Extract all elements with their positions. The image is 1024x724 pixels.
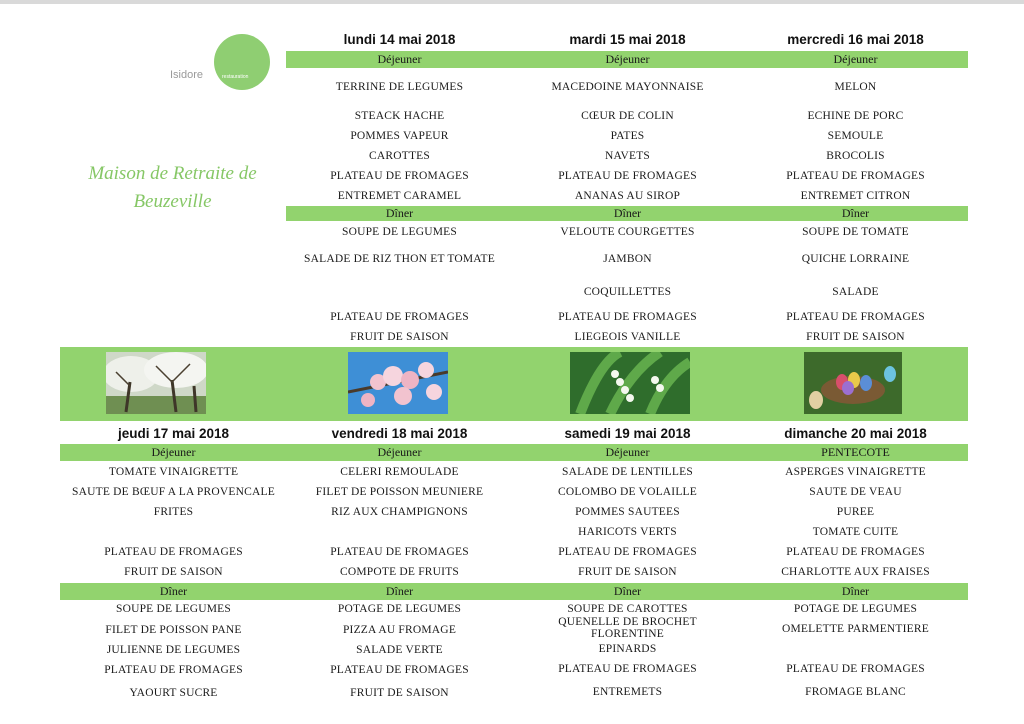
menu-item: SAUTE DE VEAU <box>809 486 902 498</box>
menu-item: POMMES VAPEUR <box>350 130 449 142</box>
menu-item: EPINARDS <box>598 643 657 655</box>
lunch-label: Déjeuner <box>605 445 650 459</box>
care-home-title <box>60 160 285 216</box>
orchard-photo <box>106 352 206 414</box>
menu-item: PLATEAU DE FROMAGES <box>330 311 469 323</box>
lunch-label: Déjeuner <box>377 445 422 459</box>
menu-item: FILET DE POISSON PANE <box>105 624 242 636</box>
menu-item: PLATEAU DE FROMAGES <box>558 546 697 558</box>
day-title: mardi 15 mai 2018 <box>569 32 686 47</box>
pentecost-label: PENTECOTE <box>821 445 890 459</box>
isidore-logo <box>214 34 270 90</box>
menu-item: TERRINE DE LEGUMES <box>335 81 464 93</box>
menu-item: FRUIT DE SAISON <box>124 566 223 578</box>
menu-item: PLATEAU DE FROMAGES <box>330 546 469 558</box>
menu-item: FRUIT DE SAISON <box>350 687 449 699</box>
menu-item: FROMAGE BLANC <box>805 686 906 698</box>
easter-eggs-nest-photo <box>804 352 902 414</box>
menu-item: SOUPE DE LEGUMES <box>115 603 231 615</box>
menu-item: NAVETS <box>604 150 651 162</box>
menu-item: PLATEAU DE FROMAGES <box>786 546 925 558</box>
menu-item: ENTREMET CARAMEL <box>337 190 462 202</box>
lunch-label: Déjeuner <box>605 52 650 66</box>
menu-item: ANANAS AU SIROP <box>574 190 681 202</box>
menu-item: JAMBON <box>603 253 652 265</box>
menu-item: COQUILLETTES <box>583 286 672 298</box>
menu-item: FLORENTINE <box>591 628 664 640</box>
dinner-label: Dîner <box>841 206 870 220</box>
top-border <box>0 0 1024 4</box>
menu-item: SOUPE DE CAROTTES <box>567 603 688 615</box>
dinner-label: Dîner <box>613 584 642 598</box>
menu-item: ENTREMET CITRON <box>800 190 911 202</box>
menu-item: LIEGEOIS VANILLE <box>574 331 681 343</box>
menu-item: SOUPE DE LEGUMES <box>341 226 457 238</box>
menu-item: RIZ AUX CHAMPIGNONS <box>331 506 468 518</box>
menu-item: PLATEAU DE FROMAGES <box>786 170 925 182</box>
menu-item: PLATEAU DE FROMAGES <box>104 546 243 558</box>
lunch-label: Déjeuner <box>151 445 196 459</box>
menu-item: TOMATE CUITE <box>812 526 899 538</box>
menu-item: JULIENNE DE LEGUMES <box>106 644 241 656</box>
menu-item: FRITES <box>153 506 194 518</box>
day-title: vendredi 18 mai 2018 <box>331 426 468 441</box>
menu-item: SALADE VERTE <box>356 644 443 656</box>
day-title: jeudi 17 mai 2018 <box>117 426 230 441</box>
dinner-label: Dîner <box>385 206 414 220</box>
logo-word: Isidore <box>170 69 204 81</box>
menu-item: OMELETTE PARMENTIERE <box>782 623 929 635</box>
menu-item: HARICOTS VERTS <box>578 526 677 538</box>
menu-item: COLOMBO DE VOLAILLE <box>557 486 698 498</box>
dinner-label: Dîner <box>385 584 414 598</box>
menu-item: FRUIT DE SAISON <box>350 331 449 343</box>
care-home-title-line1: Maison de Retraite de <box>88 163 257 184</box>
menu-item: PLATEAU DE FROMAGES <box>104 664 243 676</box>
menu-item: MELON <box>834 81 877 93</box>
dinner-label: Dîner <box>841 584 870 598</box>
menu-item: PLATEAU DE FROMAGES <box>330 664 469 676</box>
menu-item: ECHINE DE PORC <box>807 110 904 122</box>
lunch-label: Déjeuner <box>833 52 878 66</box>
menu-item: ENTREMETS <box>592 686 663 698</box>
dinner-label: Dîner <box>613 206 642 220</box>
menu-item: QUENELLE DE BROCHET <box>558 616 697 628</box>
dinner-label: Dîner <box>159 584 188 598</box>
menu-item: PATES <box>610 130 645 142</box>
care-home-title-line2: Beuzeville <box>133 191 212 212</box>
menu-item: COMPOTE DE FRUITS <box>339 566 460 578</box>
menu-item: SALADE DE RIZ THON ET TOMATE <box>304 253 495 265</box>
lily-of-the-valley-photo <box>570 352 690 414</box>
menu-item: FRUIT DE SAISON <box>806 331 905 343</box>
menu-item: FRUIT DE SAISON <box>578 566 677 578</box>
menu-item: QUICHE LORRAINE <box>801 253 910 265</box>
menu-item: PLATEAU DE FROMAGES <box>558 663 697 675</box>
menu-item: PIZZA AU FROMAGE <box>342 624 457 636</box>
menu-item: FILET DE POISSON MEUNIERE <box>315 486 484 498</box>
menu-item: PLATEAU DE FROMAGES <box>786 311 925 323</box>
menu-item: PLATEAU DE FROMAGES <box>558 311 697 323</box>
cherry-blossom-photo <box>348 352 448 414</box>
menu-item: MACEDOINE MAYONNAISE <box>551 81 704 93</box>
menu-item: PUREE <box>836 506 875 518</box>
menu-item: TOMATE VINAIGRETTE <box>108 466 239 478</box>
menu-item: SAUTE DE BŒUF A LA PROVENCALE <box>72 486 275 498</box>
menu-item: STEACK HACHE <box>354 110 445 122</box>
menu-item: SEMOULE <box>827 130 884 142</box>
menu-item: PLATEAU DE FROMAGES <box>786 663 925 675</box>
menu-item: SALADE <box>832 286 879 298</box>
menu-item: PLATEAU DE FROMAGES <box>330 170 469 182</box>
menu-item: CŒUR DE COLIN <box>581 110 674 122</box>
menu-item: YAOURT SUCRE <box>129 687 218 699</box>
day-title: dimanche 20 mai 2018 <box>784 426 927 441</box>
menu-item: SOUPE DE TOMATE <box>802 226 909 238</box>
day-title: samedi 19 mai 2018 <box>564 426 691 441</box>
lunch-label: Déjeuner <box>377 52 422 66</box>
menu-item: BROCOLIS <box>826 150 885 162</box>
menu-item: SALADE DE LENTILLES <box>562 466 693 478</box>
menu-item: CELERI REMOULADE <box>340 466 459 478</box>
menu-item: VELOUTE COURGETTES <box>560 226 695 238</box>
menu-item: POTAGE DE LEGUMES <box>793 603 918 615</box>
day-title: mercredi 16 mai 2018 <box>787 32 924 47</box>
logo-subtitle: restauration <box>222 74 249 80</box>
day-title: lundi 14 mai 2018 <box>343 32 456 47</box>
menu-item: ASPERGES VINAIGRETTE <box>785 466 926 478</box>
menu-item: CAROTTES <box>368 150 431 162</box>
menu-item: POMMES SAUTEES <box>575 506 680 518</box>
menu-item: PLATEAU DE FROMAGES <box>558 170 697 182</box>
menu-item: CHARLOTTE AUX FRAISES <box>781 566 930 578</box>
menu-item: POTAGE DE LEGUMES <box>337 603 462 615</box>
